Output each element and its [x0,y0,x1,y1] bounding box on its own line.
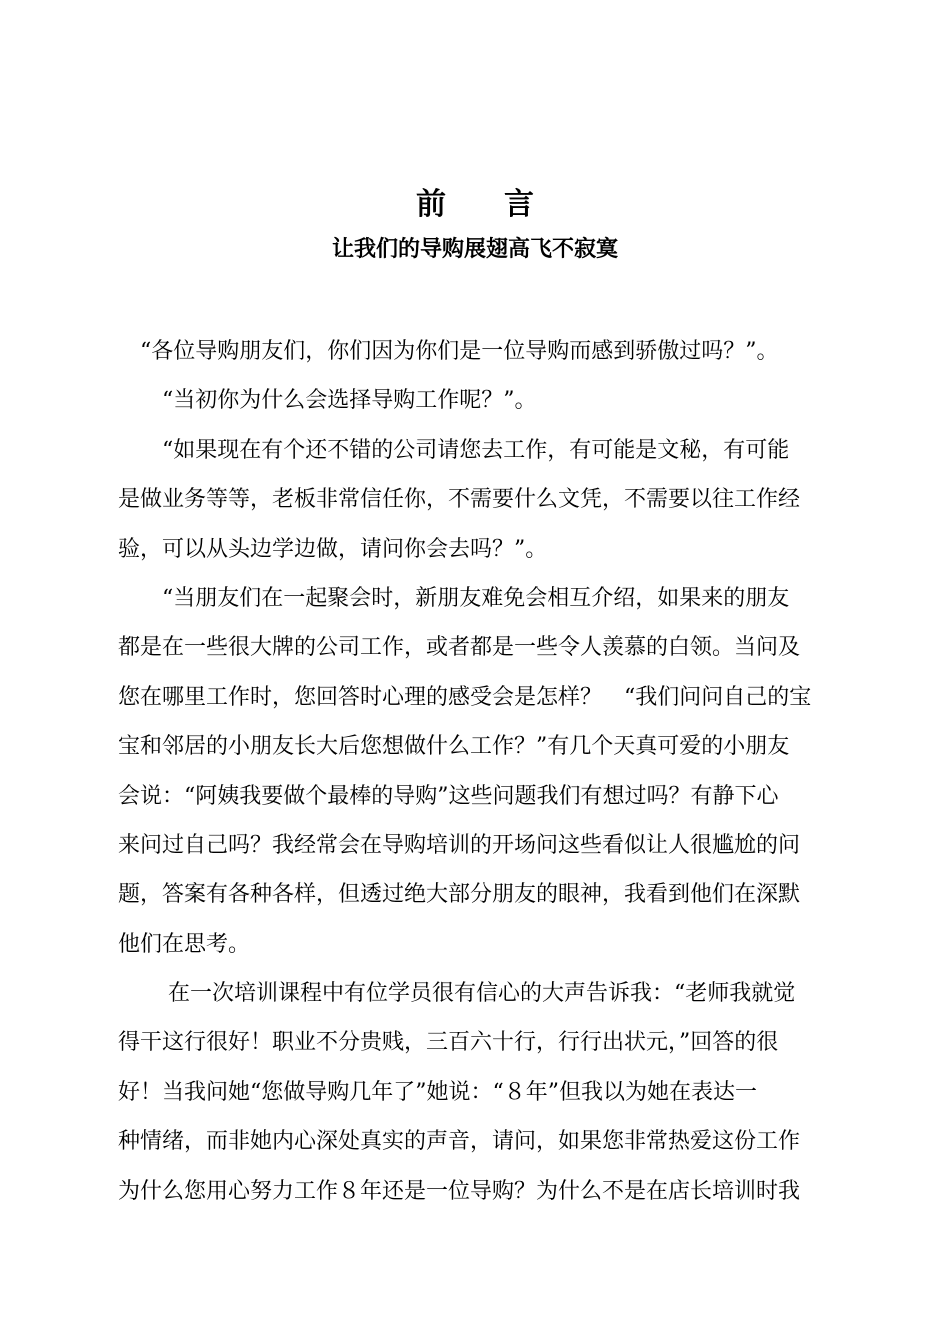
body-text [118,327,834,1216]
body-line-15: 得干这行很好！职业不分贵贱，三百六十行，行行出状元，”回答的很 [118,1030,779,1056]
body-line-9: 宝和邻居的小朋友长大后您想做什么工作？”有几个天真可爱的小朋友 [118,734,790,760]
body-line-1: “各位导购朋友们，你们因为你们是一位导购而感到骄傲过吗？”。 [140,339,779,364]
body-line-11: 来问过自己吗？我经常会在导购培训的开场问这些看似让人很尴尬的问 [118,832,801,858]
body-line-16: 好！当我问她“您做导购几年了”她说：“８年”但我以为她在表达一 [118,1079,757,1105]
page-subtitle: 让我们的导购展翅高飞不寂寞 [331,237,618,262]
body-line-12: 题，答案有各种各样，但透过绝大部分朋友的眼神，我看到他们在深默 [118,882,801,908]
body-line-18: 为什么您用心努力工作８年还是一位导购？为什么不是在店长培训时我 [118,1178,801,1204]
page-title: 前言 [416,187,592,222]
body-line-14: 在一次培训课程中有位学员很有信心的大声告诉我：“老师我就觉 [168,981,796,1007]
body-line-4: 是做业务等等，老板非常信任你，不需要什么文凭，不需要以往工作经 [118,487,801,513]
body-line-13: 他们在思考。 [118,931,251,957]
body-line-10: 会说：“阿姨我要做个最棒的导购”这些问题我们有想过吗？有静下心 [118,783,779,809]
body-line-8: 您在哪里工作时，您回答时心理的感受会是怎样？ “我们问问自己的宝 [118,684,812,710]
body-line-7: 都是在一些很大牌的公司工作，或者都是一些令人羡慕的白领。当问及 [118,635,801,661]
body-line-17: 种情绪，而非她内心深处真实的声音，请问，如果您非常热爱这份工作 [118,1129,801,1155]
body-line-3: “如果现在有个还不错的公司请您去工作，有可能是文秘，有可能 [162,437,790,463]
body-line-5: 验，可以从头边学边做，请问你会去吗？”。 [118,536,548,562]
body-line-2: “当初你为什么会选择导购工作呢？”。 [162,388,537,414]
body-line-6: “当朋友们在一起聚会时，新朋友难免会相互介绍，如果来的朋友 [162,585,790,611]
